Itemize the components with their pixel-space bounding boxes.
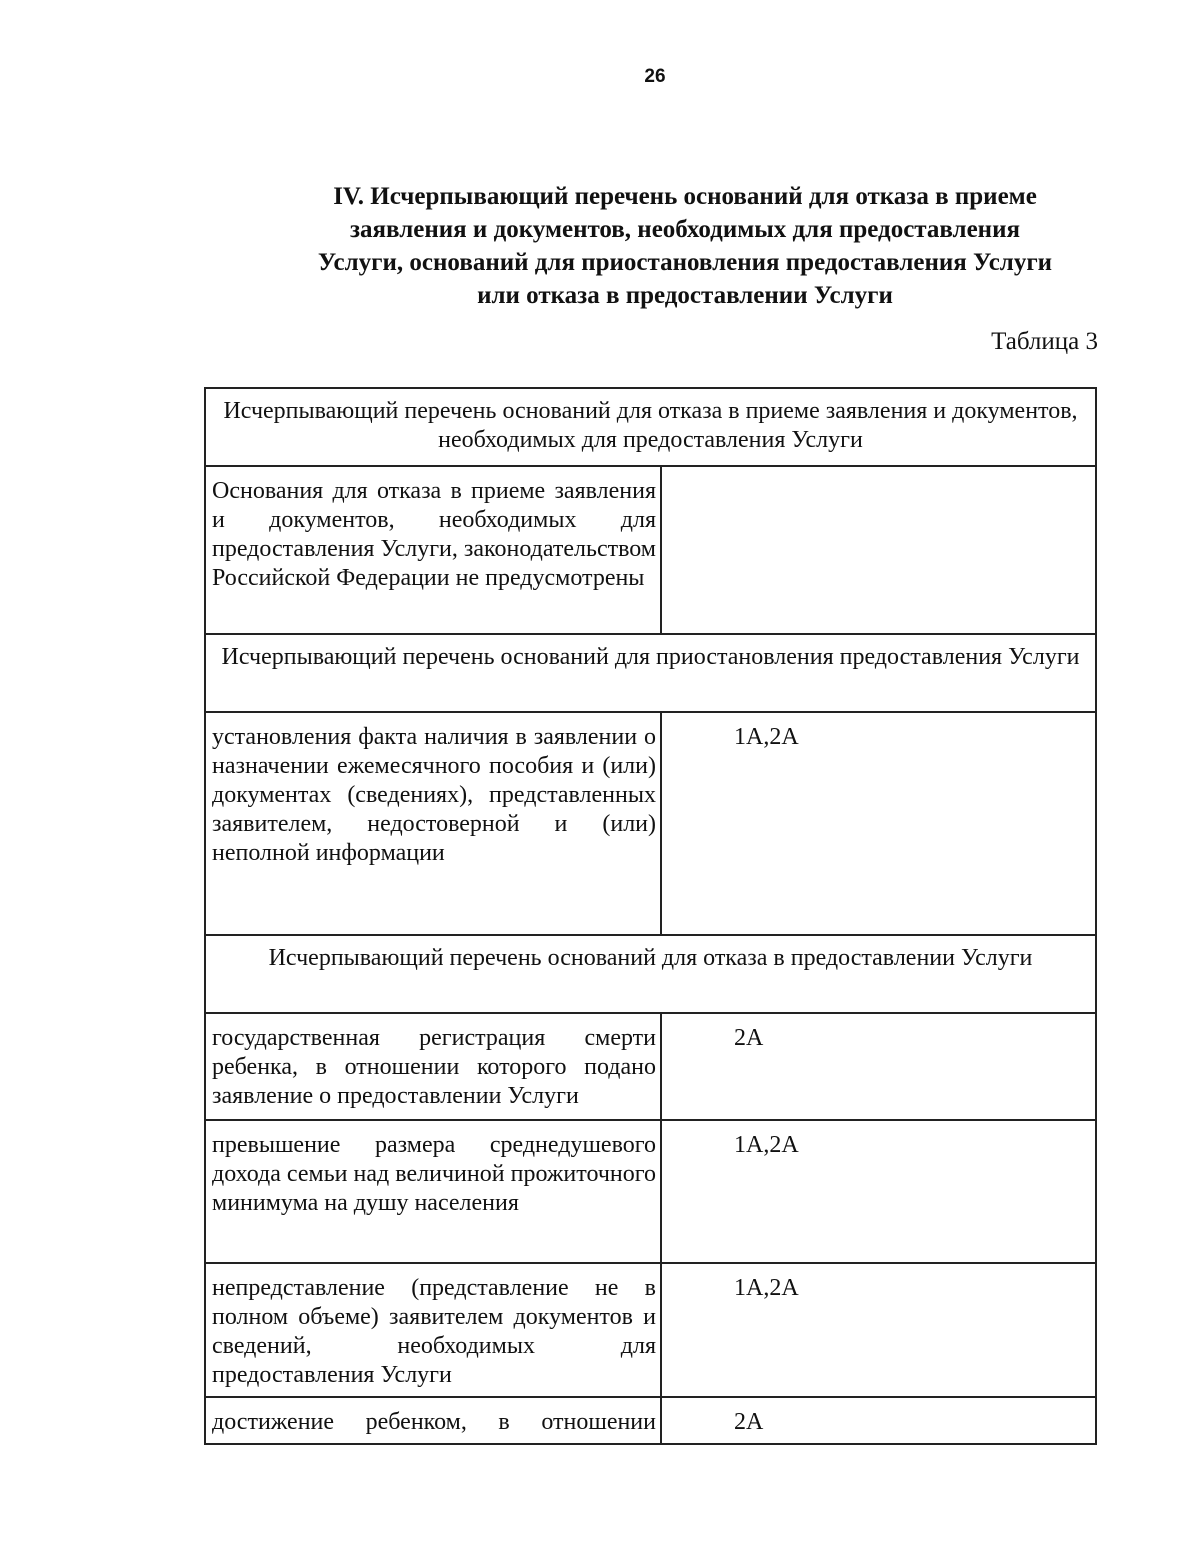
section-title-line: или отказа в предоставлении Услуги xyxy=(477,282,893,309)
table-row xyxy=(205,1263,1096,1397)
reason-cell: установления факта наличия в заявлении о назначении ежемесячного пособия и (или) документах (сведениях), представленных заявителем, недостоверной и (или) неполной информации xyxy=(205,712,661,935)
table-header-row xyxy=(205,935,1096,1013)
table-row xyxy=(205,1120,1096,1263)
reason-cell: превышение размера среднедушевого дохода семьи над величиной прожиточного минимума на душу населения xyxy=(205,1120,661,1263)
section-title-line: заявления и документов, необходимых для предоставления xyxy=(349,216,1021,243)
codes-cell: 1А,2А xyxy=(661,1120,1096,1263)
table-header-row xyxy=(205,634,1096,712)
reason-cell: государственная регистрация смерти ребенка, в отношении которого подано заявление о предоставлении Услуги xyxy=(205,1013,661,1120)
table-row xyxy=(205,1013,1096,1120)
table-label: Таблица 3 xyxy=(991,328,1098,355)
codes-cell: 2А xyxy=(661,1013,1096,1120)
codes-cell: 2А xyxy=(661,1397,1096,1444)
section-title xyxy=(285,180,1085,312)
table-row xyxy=(205,712,1096,935)
table-header-row xyxy=(205,388,1096,466)
reason-cell: достижение ребенком, в отношении xyxy=(205,1397,661,1444)
grounds-table xyxy=(204,387,1097,1445)
refusal-service-header: Исчерпывающий перечень оснований для отказа в предоставлении Услуги xyxy=(205,935,1096,1013)
table-row xyxy=(205,1397,1096,1444)
refusal-acceptance-header: Исчерпывающий перечень оснований для отказа в приеме заявления и документов, необходимых для предоставления Услуги xyxy=(205,388,1096,466)
section-title-line: Услуги, оснований для приостановления предоставления Услуги xyxy=(317,249,1053,276)
suspension-header: Исчерпывающий перечень оснований для приостановления предоставления Услуги xyxy=(205,634,1096,712)
section-title-line: IV. Исчерпывающий перечень оснований для отказа в приеме xyxy=(333,183,1037,210)
table-row xyxy=(205,466,1096,634)
codes-cell xyxy=(661,466,1096,634)
codes-cell: 1А,2А xyxy=(661,712,1096,935)
reason-cell: непредставление (представление не в полном объеме) заявителем документов и сведений, необходимых для предоставления Услуги xyxy=(205,1263,661,1397)
codes-cell: 1А,2А xyxy=(661,1263,1096,1397)
page-number: 26 xyxy=(644,66,666,87)
reason-cell: Основания для отказа в приеме заявления и документов, необходимых для предоставления Услуги, законодательством Российской Федерации не предусмотрены xyxy=(205,466,661,634)
